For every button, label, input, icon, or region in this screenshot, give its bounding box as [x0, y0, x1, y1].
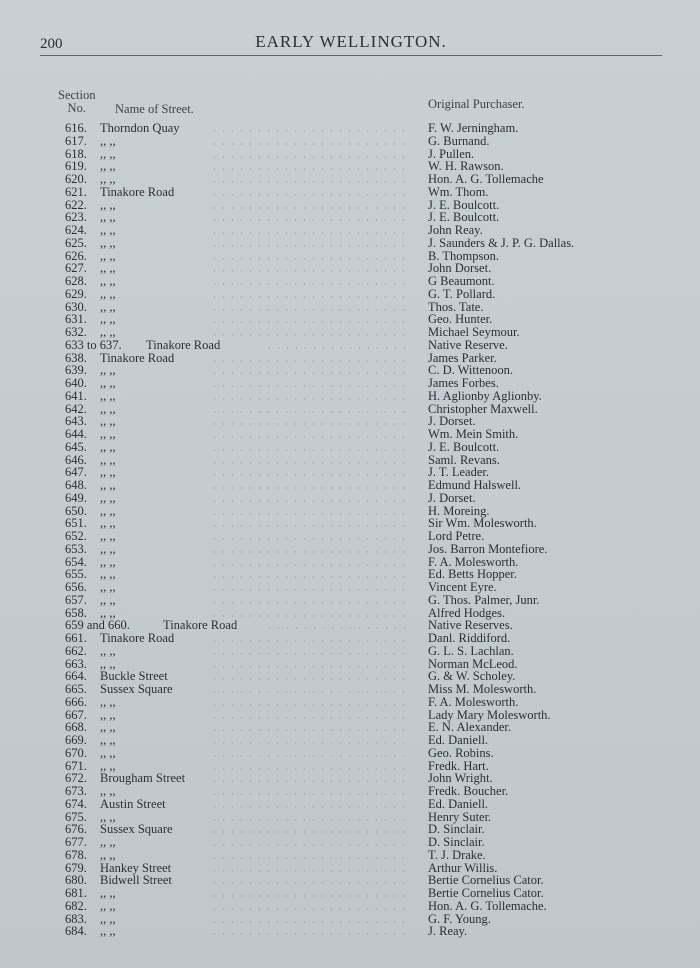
table-row: [0, 237, 700, 250]
original-purchaser: J. T. Leader.: [428, 465, 489, 480]
original-purchaser: E. N. Alexander.: [428, 720, 511, 735]
column-header-purchaser: Original Purchaser.: [428, 97, 525, 111]
street-name: ,, ,,: [100, 452, 116, 467]
street-name: ,, ,,: [100, 835, 116, 849]
original-purchaser: Ed. Daniell.: [428, 796, 489, 811]
section-number: 633 to 637.: [65, 337, 122, 352]
original-purchaser: Jos. Barron Montefiore.: [428, 541, 548, 556]
street-name: ,, ,,: [100, 707, 116, 722]
table-row: [0, 186, 700, 199]
section-table: [0, 122, 700, 938]
street-name: ,, ,,: [100, 401, 116, 416]
dot-leader: [210, 436, 410, 438]
street-name: ,, ,,: [100, 478, 116, 492]
table-row: [0, 836, 700, 849]
section-number: 663.: [65, 656, 87, 671]
street-name: ,, ,,: [100, 299, 116, 314]
dot-leader: [210, 844, 410, 846]
dot-leader: [210, 423, 410, 425]
original-purchaser: Lady Mary Molesworth.: [428, 707, 551, 722]
section-number: 626.: [65, 248, 87, 263]
street-name: ,, ,,: [100, 223, 116, 237]
section-number: 672.: [65, 771, 87, 786]
street-name: ,, ,,: [100, 592, 116, 607]
table-row: [0, 224, 700, 237]
street-name: Hankey Street: [100, 860, 172, 875]
dot-leader: [210, 882, 410, 884]
street-name: ,, ,,: [100, 784, 116, 798]
street-name: Austin Street: [100, 796, 166, 811]
section-number: 644.: [65, 427, 87, 441]
original-purchaser: John Dorset.: [428, 261, 492, 276]
page-number: 200: [40, 36, 63, 52]
dot-leader: [210, 258, 410, 260]
dot-leader: [210, 513, 410, 515]
column-header-street: Name of Street.: [115, 102, 194, 116]
original-purchaser: Thos. Tate.: [428, 299, 484, 314]
section-number: 627.: [65, 261, 87, 276]
original-purchaser: H. Aglionby Aglionby.: [428, 388, 542, 403]
section-number: 682.: [65, 898, 87, 913]
dot-leader: [210, 525, 410, 527]
section-number: 619.: [65, 159, 87, 174]
dot-leader: [210, 653, 410, 655]
section-number: 640.: [65, 376, 87, 390]
section-number: 678.: [65, 847, 87, 862]
dot-leader: [210, 793, 410, 795]
section-number: 629.: [65, 286, 87, 301]
street-name: ,, ,,: [100, 567, 116, 582]
street-name: ,, ,,: [100, 656, 116, 671]
original-purchaser: Native Reserve.: [428, 337, 508, 352]
section-number: 652.: [65, 529, 87, 543]
section-number: 645.: [65, 439, 87, 454]
section-number: 651.: [65, 516, 87, 531]
original-purchaser: F. A. Molesworth.: [428, 694, 519, 709]
dot-leader: [210, 156, 410, 158]
section-number: 620.: [65, 172, 87, 186]
original-purchaser: G. Thos. Palmer, Junr.: [428, 592, 540, 607]
original-purchaser: G. T. Pollard.: [428, 286, 496, 301]
section-number: 671.: [65, 758, 87, 773]
original-purchaser: J. Pullen.: [428, 146, 475, 161]
dot-leader: [210, 270, 410, 272]
dot-leader: [210, 538, 410, 540]
dot-leader: [210, 857, 410, 859]
table-row: [0, 275, 700, 288]
section-number: 621.: [65, 184, 87, 199]
street-name: ,, ,,: [100, 197, 116, 212]
dot-leader: [265, 627, 410, 629]
original-purchaser: J. Dorset.: [428, 414, 476, 429]
section-number: 654.: [65, 554, 87, 569]
dot-leader: [210, 615, 410, 617]
street-name: ,, ,,: [100, 388, 116, 403]
street-name: Bidwell Street: [100, 873, 172, 888]
table-row: [0, 428, 700, 441]
section-number: 655.: [65, 567, 87, 582]
original-purchaser: John Wright.: [428, 771, 493, 786]
street-name: ,, ,,: [100, 733, 116, 747]
column-header-section-line2: No.: [67, 101, 86, 115]
section-number: 657.: [65, 592, 87, 607]
original-purchaser: J. E. Boulcott.: [428, 210, 500, 225]
original-purchaser: G. F. Young.: [428, 911, 491, 926]
street-name: Buckle Street: [100, 669, 168, 684]
original-purchaser: Fredk. Boucher.: [428, 784, 509, 798]
dot-leader: [210, 768, 410, 770]
dot-leader: [210, 704, 410, 706]
street-name: ,, ,,: [100, 516, 116, 531]
dot-leader: [210, 895, 410, 897]
section-number: 669.: [65, 733, 87, 747]
original-purchaser: Geo. Hunter.: [428, 312, 493, 327]
original-purchaser: H. Moreing.: [428, 503, 490, 518]
table-row: [0, 377, 700, 390]
section-number: 676.: [65, 822, 87, 837]
street-name: ,, ,,: [100, 580, 116, 594]
table-row: [0, 683, 700, 696]
section-number: 665.: [65, 682, 87, 696]
street-name: ,, ,,: [100, 886, 116, 900]
section-number: 683.: [65, 911, 87, 926]
original-purchaser: Ed. Daniell.: [428, 733, 489, 747]
dot-leader: [210, 576, 410, 578]
section-number: 680.: [65, 873, 87, 888]
street-name: ,, ,,: [100, 643, 116, 658]
original-purchaser: Danl. Riddiford.: [428, 631, 511, 645]
dot-leader: [210, 564, 410, 566]
dot-leader: [210, 130, 410, 132]
table-row: [0, 326, 700, 339]
table-row: [0, 390, 700, 403]
header-rule: [40, 55, 662, 56]
dot-leader: [265, 347, 410, 349]
original-purchaser: Edmund Halswell.: [428, 478, 522, 492]
section-number: 642.: [65, 401, 87, 416]
original-purchaser: G. L. S. Lachlan.: [428, 643, 514, 658]
dot-leader: [210, 870, 410, 872]
original-purchaser: James Forbes.: [428, 376, 499, 390]
street-name: ,, ,,: [100, 898, 116, 913]
dot-leader: [210, 296, 410, 298]
street-name: ,, ,,: [100, 133, 116, 148]
dot-leader: [210, 666, 410, 668]
street-name: Sussex Square: [100, 822, 173, 837]
street-name: ,, ,,: [100, 745, 116, 760]
dot-leader: [210, 819, 410, 821]
original-purchaser: F. W. Jerningham.: [428, 121, 519, 135]
original-purchaser: Native Reserves.: [428, 618, 513, 633]
table-row: [0, 594, 700, 607]
section-number: 653.: [65, 541, 87, 556]
street-name: ,, ,,: [100, 809, 116, 824]
original-purchaser: Wm. Thom.: [428, 184, 489, 199]
dot-leader: [210, 207, 410, 209]
table-row: [0, 339, 700, 352]
section-number: 673.: [65, 784, 87, 798]
street-name: ,, ,,: [100, 924, 116, 939]
dot-leader: [210, 831, 410, 833]
page-header: [40, 30, 662, 60]
section-number: 622.: [65, 197, 87, 212]
section-number: 618.: [65, 146, 87, 161]
original-purchaser: D. Sinclair.: [428, 835, 485, 849]
column-header-section: [58, 89, 96, 115]
original-purchaser: Henry Suter.: [428, 809, 492, 824]
street-name: ,, ,,: [100, 605, 116, 620]
dot-leader: [210, 181, 410, 183]
table-row: [0, 581, 700, 594]
street-name: ,, ,,: [100, 172, 116, 186]
original-purchaser: C. D. Wittenoon.: [428, 363, 514, 378]
section-number: 643.: [65, 414, 87, 429]
street-name: ,, ,,: [100, 414, 116, 429]
dot-leader: [210, 755, 410, 757]
section-number: 617.: [65, 133, 87, 148]
original-purchaser: Vincent Eyre.: [428, 580, 497, 594]
original-purchaser: Bertie Cornelius Cator.: [428, 873, 544, 888]
dot-leader: [210, 691, 410, 693]
section-number: 639.: [65, 363, 87, 378]
original-purchaser: W. H. Rawson.: [428, 159, 504, 174]
street-name: ,, ,,: [100, 235, 116, 250]
section-number: 681.: [65, 886, 87, 900]
dot-leader: [210, 780, 410, 782]
street-name: Thorndon Quay: [100, 121, 180, 135]
original-purchaser: Lord Petre.: [428, 529, 485, 543]
section-number: 658.: [65, 605, 87, 620]
section-number: 628.: [65, 274, 87, 288]
dot-leader: [210, 717, 410, 719]
street-name: Tinakore Road: [146, 337, 221, 352]
table-row: [0, 632, 700, 645]
section-number: 659 and 660.: [65, 618, 130, 633]
column-header-section-line1: Section: [58, 88, 96, 102]
section-number: 638.: [65, 350, 87, 365]
street-name: ,, ,,: [100, 312, 116, 327]
dot-leader: [210, 283, 410, 285]
section-number: 674.: [65, 796, 87, 811]
original-purchaser: Wm. Mein Smith.: [428, 427, 519, 441]
section-number: 668.: [65, 720, 87, 735]
original-purchaser: Sir Wm. Molesworth.: [428, 516, 537, 531]
dot-leader: [210, 806, 410, 808]
street-name: ,, ,,: [100, 554, 116, 569]
section-number: 649.: [65, 490, 87, 505]
street-name: ,, ,,: [100, 427, 116, 441]
table-row: [0, 135, 700, 148]
table-row: [0, 925, 700, 938]
section-number: 670.: [65, 745, 87, 760]
dot-leader: [210, 487, 410, 489]
dot-leader: [210, 908, 410, 910]
street-name: ,, ,,: [100, 261, 116, 276]
section-number: 666.: [65, 694, 87, 709]
street-name: ,, ,,: [100, 286, 116, 301]
original-purchaser: J. Reay.: [428, 924, 468, 939]
table-row: [0, 645, 700, 658]
street-name: ,, ,,: [100, 911, 116, 926]
original-purchaser: T. J. Drake.: [428, 847, 486, 862]
section-number: 667.: [65, 707, 87, 722]
table-row: [0, 441, 700, 454]
original-purchaser: James Parker.: [428, 350, 497, 365]
table-row: [0, 798, 700, 811]
section-number: 647.: [65, 465, 87, 480]
dot-leader: [210, 551, 410, 553]
section-number: 632.: [65, 325, 87, 339]
dot-leader: [210, 309, 410, 311]
section-number: 631.: [65, 312, 87, 327]
table-row: [0, 288, 700, 301]
dot-leader: [210, 232, 410, 234]
dot-leader: [210, 143, 410, 145]
table-row: [0, 849, 700, 862]
original-purchaser: Christopher Maxwell.: [428, 401, 538, 416]
original-purchaser: Miss M. Molesworth.: [428, 682, 537, 696]
dot-leader: [210, 449, 410, 451]
original-purchaser: G Beaumont.: [428, 274, 495, 288]
dot-leader: [210, 168, 410, 170]
street-name: ,, ,,: [100, 363, 116, 378]
original-purchaser: Arthur Willis.: [428, 860, 498, 875]
street-name: ,, ,,: [100, 541, 116, 556]
street-name: Sussex Square: [100, 682, 173, 696]
table-row: [0, 173, 700, 186]
street-name: Tinakore Road: [100, 631, 175, 645]
dot-leader: [210, 474, 410, 476]
street-name: Tinakore Road: [100, 350, 175, 365]
table-row: [0, 696, 700, 709]
table-row: [0, 747, 700, 760]
table-row: [0, 492, 700, 505]
section-number: 675.: [65, 809, 87, 824]
section-number: 661.: [65, 631, 87, 645]
section-number: 624.: [65, 223, 87, 237]
original-purchaser: Hon. A. G. Tollemache.: [428, 898, 547, 913]
dot-leader: [210, 334, 410, 336]
street-name: ,, ,,: [100, 758, 116, 773]
section-number: 664.: [65, 669, 87, 684]
street-name: Tinakore Road: [163, 618, 238, 633]
section-number: 656.: [65, 580, 87, 594]
street-name: ,, ,,: [100, 146, 116, 161]
street-name: ,, ,,: [100, 439, 116, 454]
original-purchaser: Norman McLeod.: [428, 656, 518, 671]
street-name: ,, ,,: [100, 325, 116, 339]
street-name: Tinakore Road: [100, 184, 175, 199]
table-row: [0, 785, 700, 798]
table-row: [0, 479, 700, 492]
section-number: 641.: [65, 388, 87, 403]
original-purchaser: F. A. Molesworth.: [428, 554, 519, 569]
section-number: 684.: [65, 924, 87, 939]
dot-leader: [210, 602, 410, 604]
table-row: [0, 543, 700, 556]
original-purchaser: B. Thompson.: [428, 248, 499, 263]
street-name: ,, ,,: [100, 274, 116, 288]
dot-leader: [210, 245, 410, 247]
dot-leader: [210, 385, 410, 387]
original-purchaser: John Reay.: [428, 223, 483, 237]
original-purchaser: D. Sinclair.: [428, 822, 485, 837]
table-row: [0, 530, 700, 543]
table-row: [0, 900, 700, 913]
dot-leader: [210, 398, 410, 400]
running-title: EARLY WELLINGTON.: [255, 32, 447, 51]
dot-leader: [210, 742, 410, 744]
original-purchaser: G. Burnand.: [428, 133, 490, 148]
dot-leader: [210, 921, 410, 923]
original-purchaser: Alfred Hodges.: [428, 605, 506, 620]
dot-leader: [210, 589, 410, 591]
dot-leader: [210, 678, 410, 680]
street-name: ,, ,,: [100, 503, 116, 518]
street-name: ,, ,,: [100, 490, 116, 505]
street-name: ,, ,,: [100, 529, 116, 543]
section-number: 648.: [65, 478, 87, 492]
dot-leader: [210, 500, 410, 502]
table-row: [0, 734, 700, 747]
dot-leader: [210, 219, 410, 221]
dot-leader: [210, 372, 410, 374]
section-number: 623.: [65, 210, 87, 225]
original-purchaser: Ed. Betts Hopper.: [428, 567, 517, 582]
original-purchaser: J. Dorset.: [428, 490, 476, 505]
section-number: 646.: [65, 452, 87, 467]
dot-leader: [210, 321, 410, 323]
street-name: ,, ,,: [100, 248, 116, 263]
original-purchaser: J. E. Boulcott.: [428, 439, 500, 454]
dot-leader: [210, 411, 410, 413]
section-number: 650.: [65, 503, 87, 518]
original-purchaser: G. & W. Scholey.: [428, 669, 516, 684]
original-purchaser: Michael Seymour.: [428, 325, 520, 339]
street-name: ,, ,,: [100, 694, 116, 709]
dot-leader: [210, 462, 410, 464]
street-name: Brougham Street: [100, 771, 186, 786]
original-purchaser: Saml. Revans.: [428, 452, 500, 467]
original-purchaser: Bertie Cornelius Cator.: [428, 886, 544, 900]
street-name: ,, ,,: [100, 210, 116, 225]
table-row: [0, 887, 700, 900]
street-name: ,, ,,: [100, 465, 116, 480]
original-purchaser: J. E. Boulcott.: [428, 197, 500, 212]
table-row: [0, 122, 700, 135]
section-number: 662.: [65, 643, 87, 658]
original-purchaser: Fredk. Hart.: [428, 758, 489, 773]
dot-leader: [210, 933, 410, 935]
original-purchaser: J. Saunders & J. P. G. Dallas.: [428, 235, 575, 250]
dot-leader: [210, 729, 410, 731]
section-number: 679.: [65, 860, 87, 875]
dot-leader: [210, 640, 410, 642]
street-name: ,, ,,: [100, 847, 116, 862]
section-number: 625.: [65, 235, 87, 250]
dot-leader: [210, 194, 410, 196]
street-name: ,, ,,: [100, 159, 116, 174]
section-number: 616.: [65, 121, 87, 135]
original-purchaser: Geo. Robins.: [428, 745, 494, 760]
dot-leader: [210, 360, 410, 362]
original-purchaser: Hon. A. G. Tollemache: [428, 172, 544, 186]
street-name: ,, ,,: [100, 376, 116, 390]
section-number: 630.: [65, 299, 87, 314]
street-name: ,, ,,: [100, 720, 116, 735]
section-number: 677.: [65, 835, 87, 849]
